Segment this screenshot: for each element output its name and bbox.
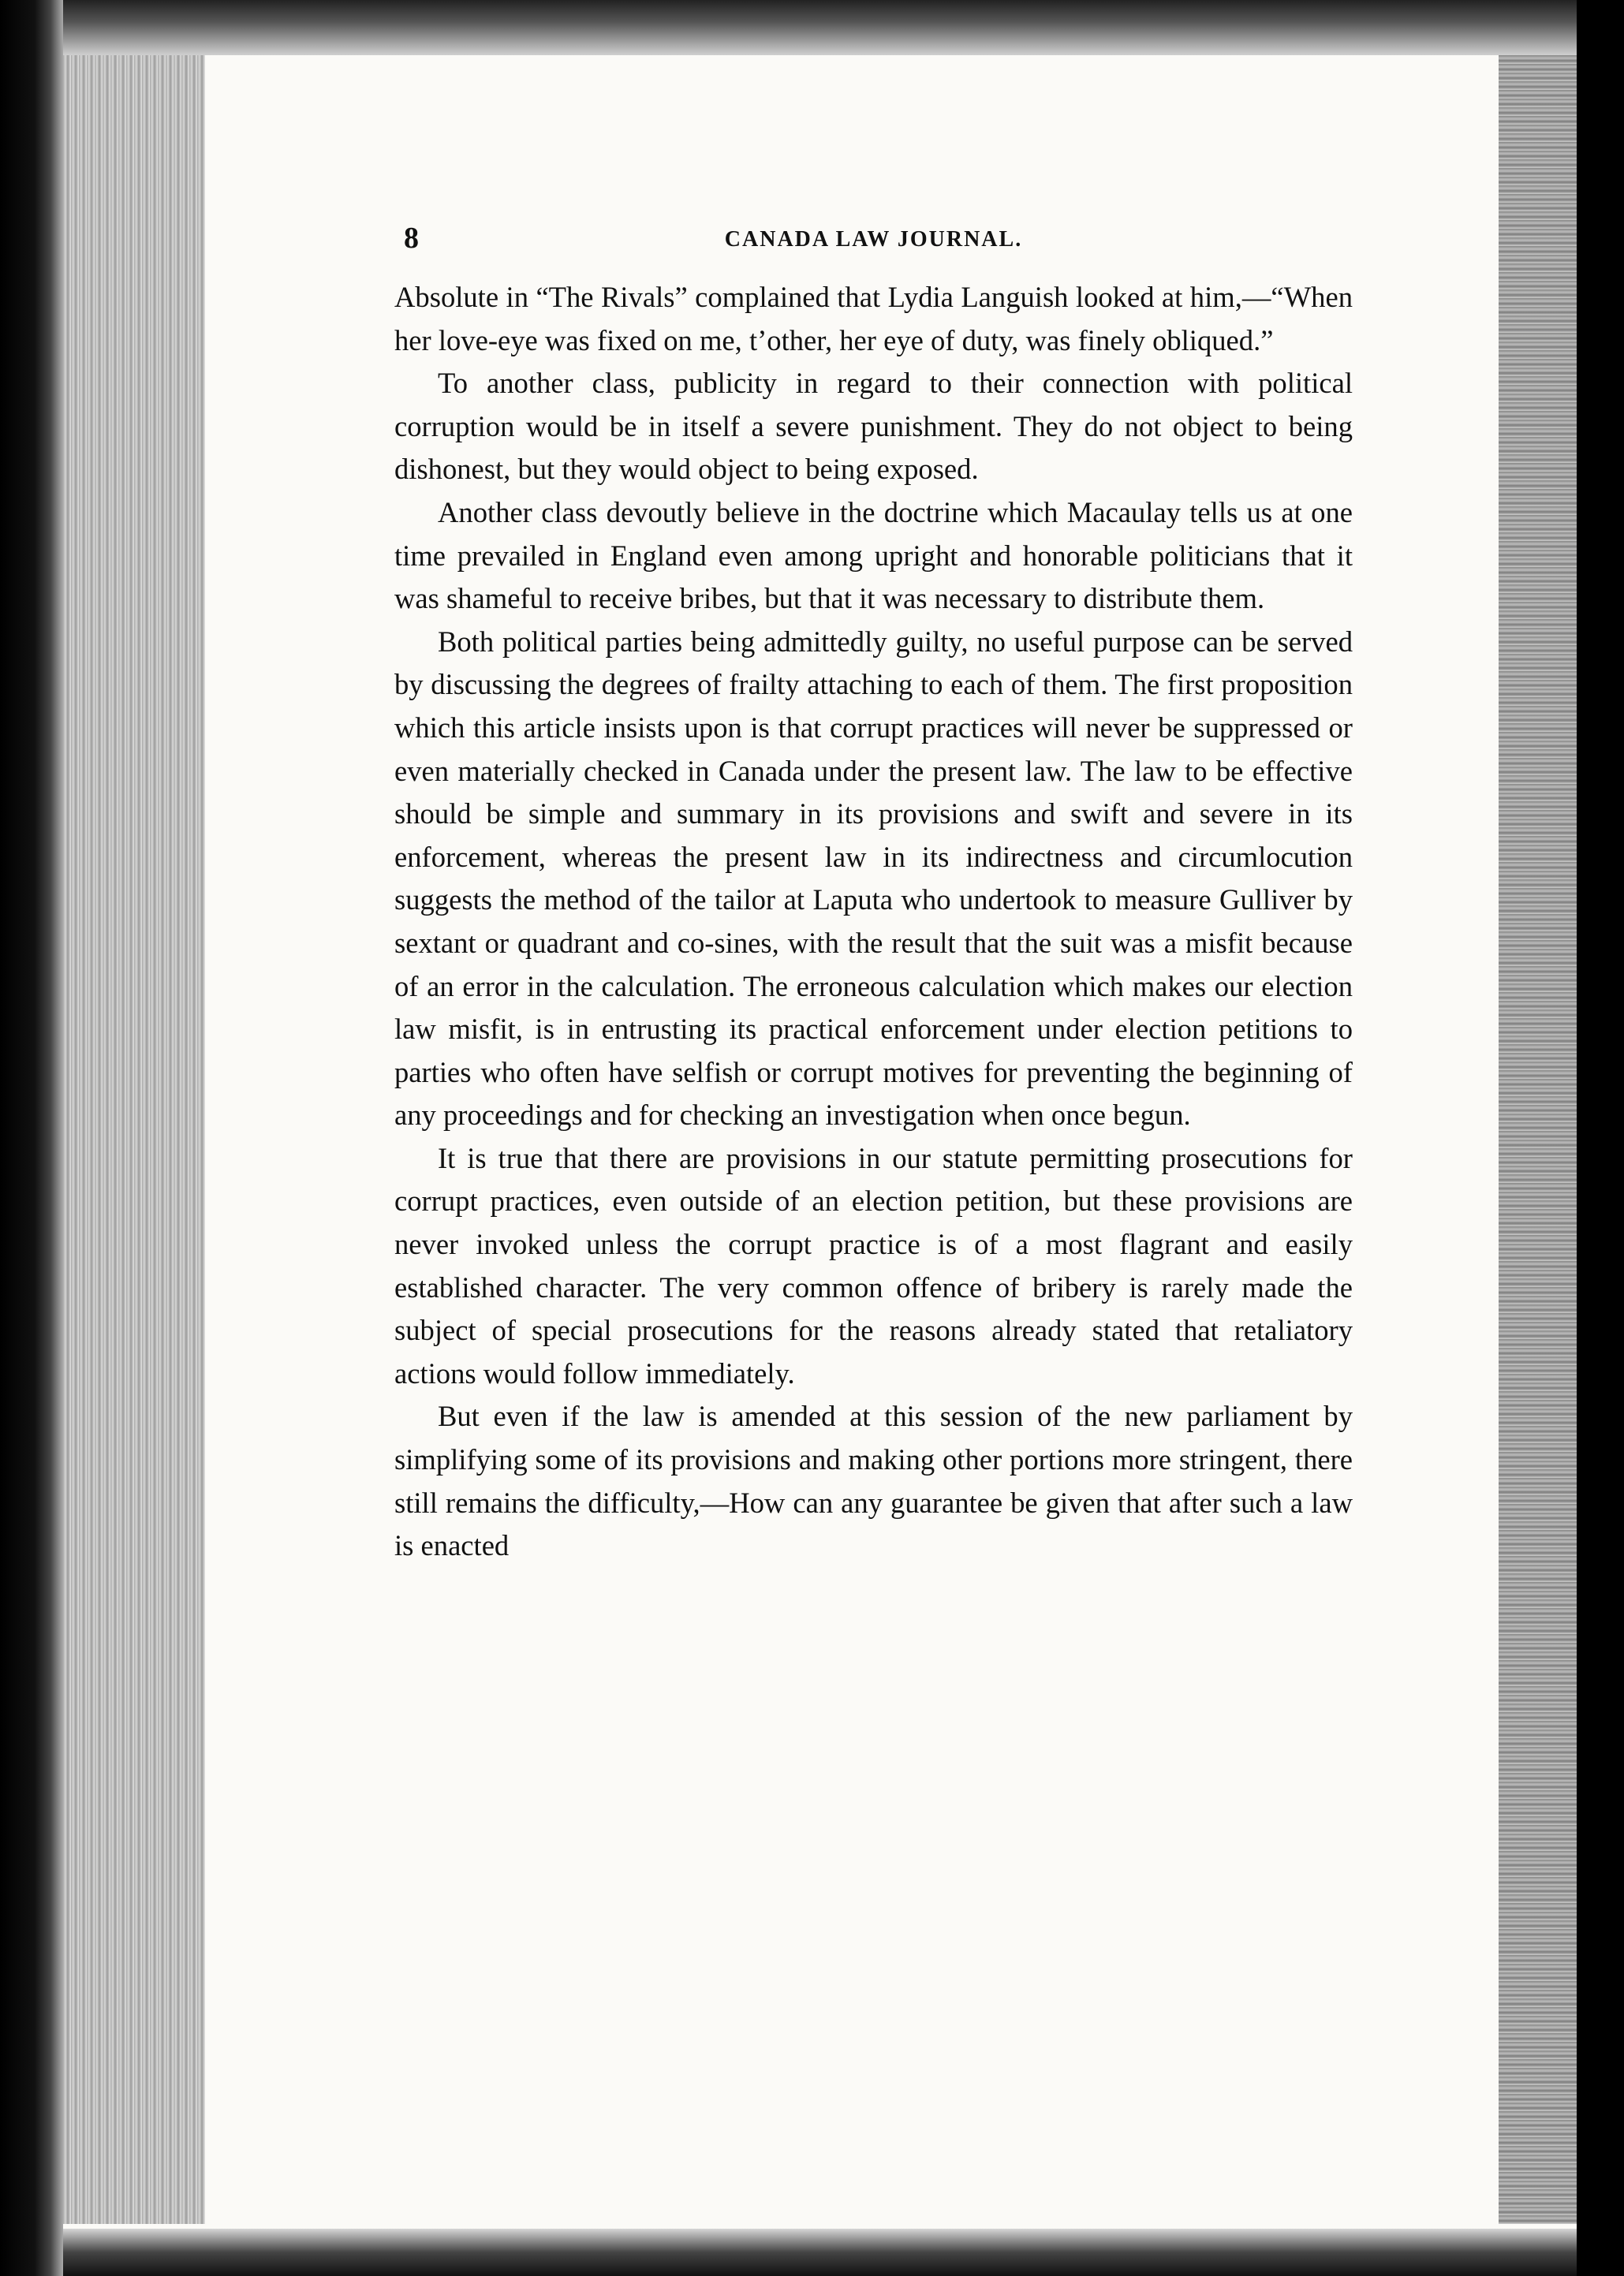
scan-right-border [1577,0,1624,2276]
paragraph: But even if the law is amended at this session of the new parliament by simplifying some of its provisions and making other portions more stringent, there still remains the difficulty,—How can any guarantee be given that after such a law is enacted [394,1400,1353,1562]
page-number: 8 [404,222,419,255]
running-head [394,221,1353,276]
article-body [394,276,1353,1568]
page-edge-shadow [1499,55,1577,2224]
scan-top-border [63,0,1577,55]
paragraph: Absolute in “The Rivals” complained that Lydia Languish looked at him,—“When her love-eye was fixed on me, t’other, her eye of duty, was finely obliqued.” [394,281,1353,356]
journal-title: CANADA LAW JOURNAL. [724,227,1023,252]
scan-left-border [0,0,63,2276]
paragraph: To another class, publicity in regard to their connection with political corruption would be in itself a severe punishment. They do not object to being dishonest, but they would object to being exposed. [394,367,1353,486]
binding-gutter-shadow [63,55,205,2224]
scan-bottom-border [63,2229,1577,2276]
page-content [394,221,1353,1568]
paragraph: Both political parties being admittedly guilty, no useful purpose can be served by discussing the degrees of frailty attaching to each of them. The first proposition which this article insists upon is that corrupt practices will never be suppressed or even materially checked in Canada under the present law. The law to be effective should be simple and summary in its provisions and swift and severe in its enforcement, whereas the present law in its indirectness and circumlocution suggests the method of the tailor at Laputa who undertook to measure Gulliver by sextant or quadrant and co-sines, with the result that the suit was a misfit because of an error in the calculation. The erroneous calculation which makes our election law misfit, is in entrusting its practical enforcement under election petitions to parties who often have selfish or corrupt motives for preventing the beginning of any proceedings and for checking an investigation when once begun. [394,625,1353,1132]
paragraph: Another class devoutly believe in the doctrine which Macaulay tells us at one time prevailed in England even among upright and honorable politicians that it was shameful to receive bribes, but that it was necessary to distribute them. [394,495,1353,615]
paragraph: It is true that there are provisions in our statute permitting prosecutions for corrupt practices, even outside of an election petition, but these provisions are never invoked unless the corrupt practice is of a most flagrant and easily established character. The very common offence of bribery is rarely made the subject of special prosecutions for the reasons already stated that retaliatory actions would follow immediately. [394,1141,1353,1390]
